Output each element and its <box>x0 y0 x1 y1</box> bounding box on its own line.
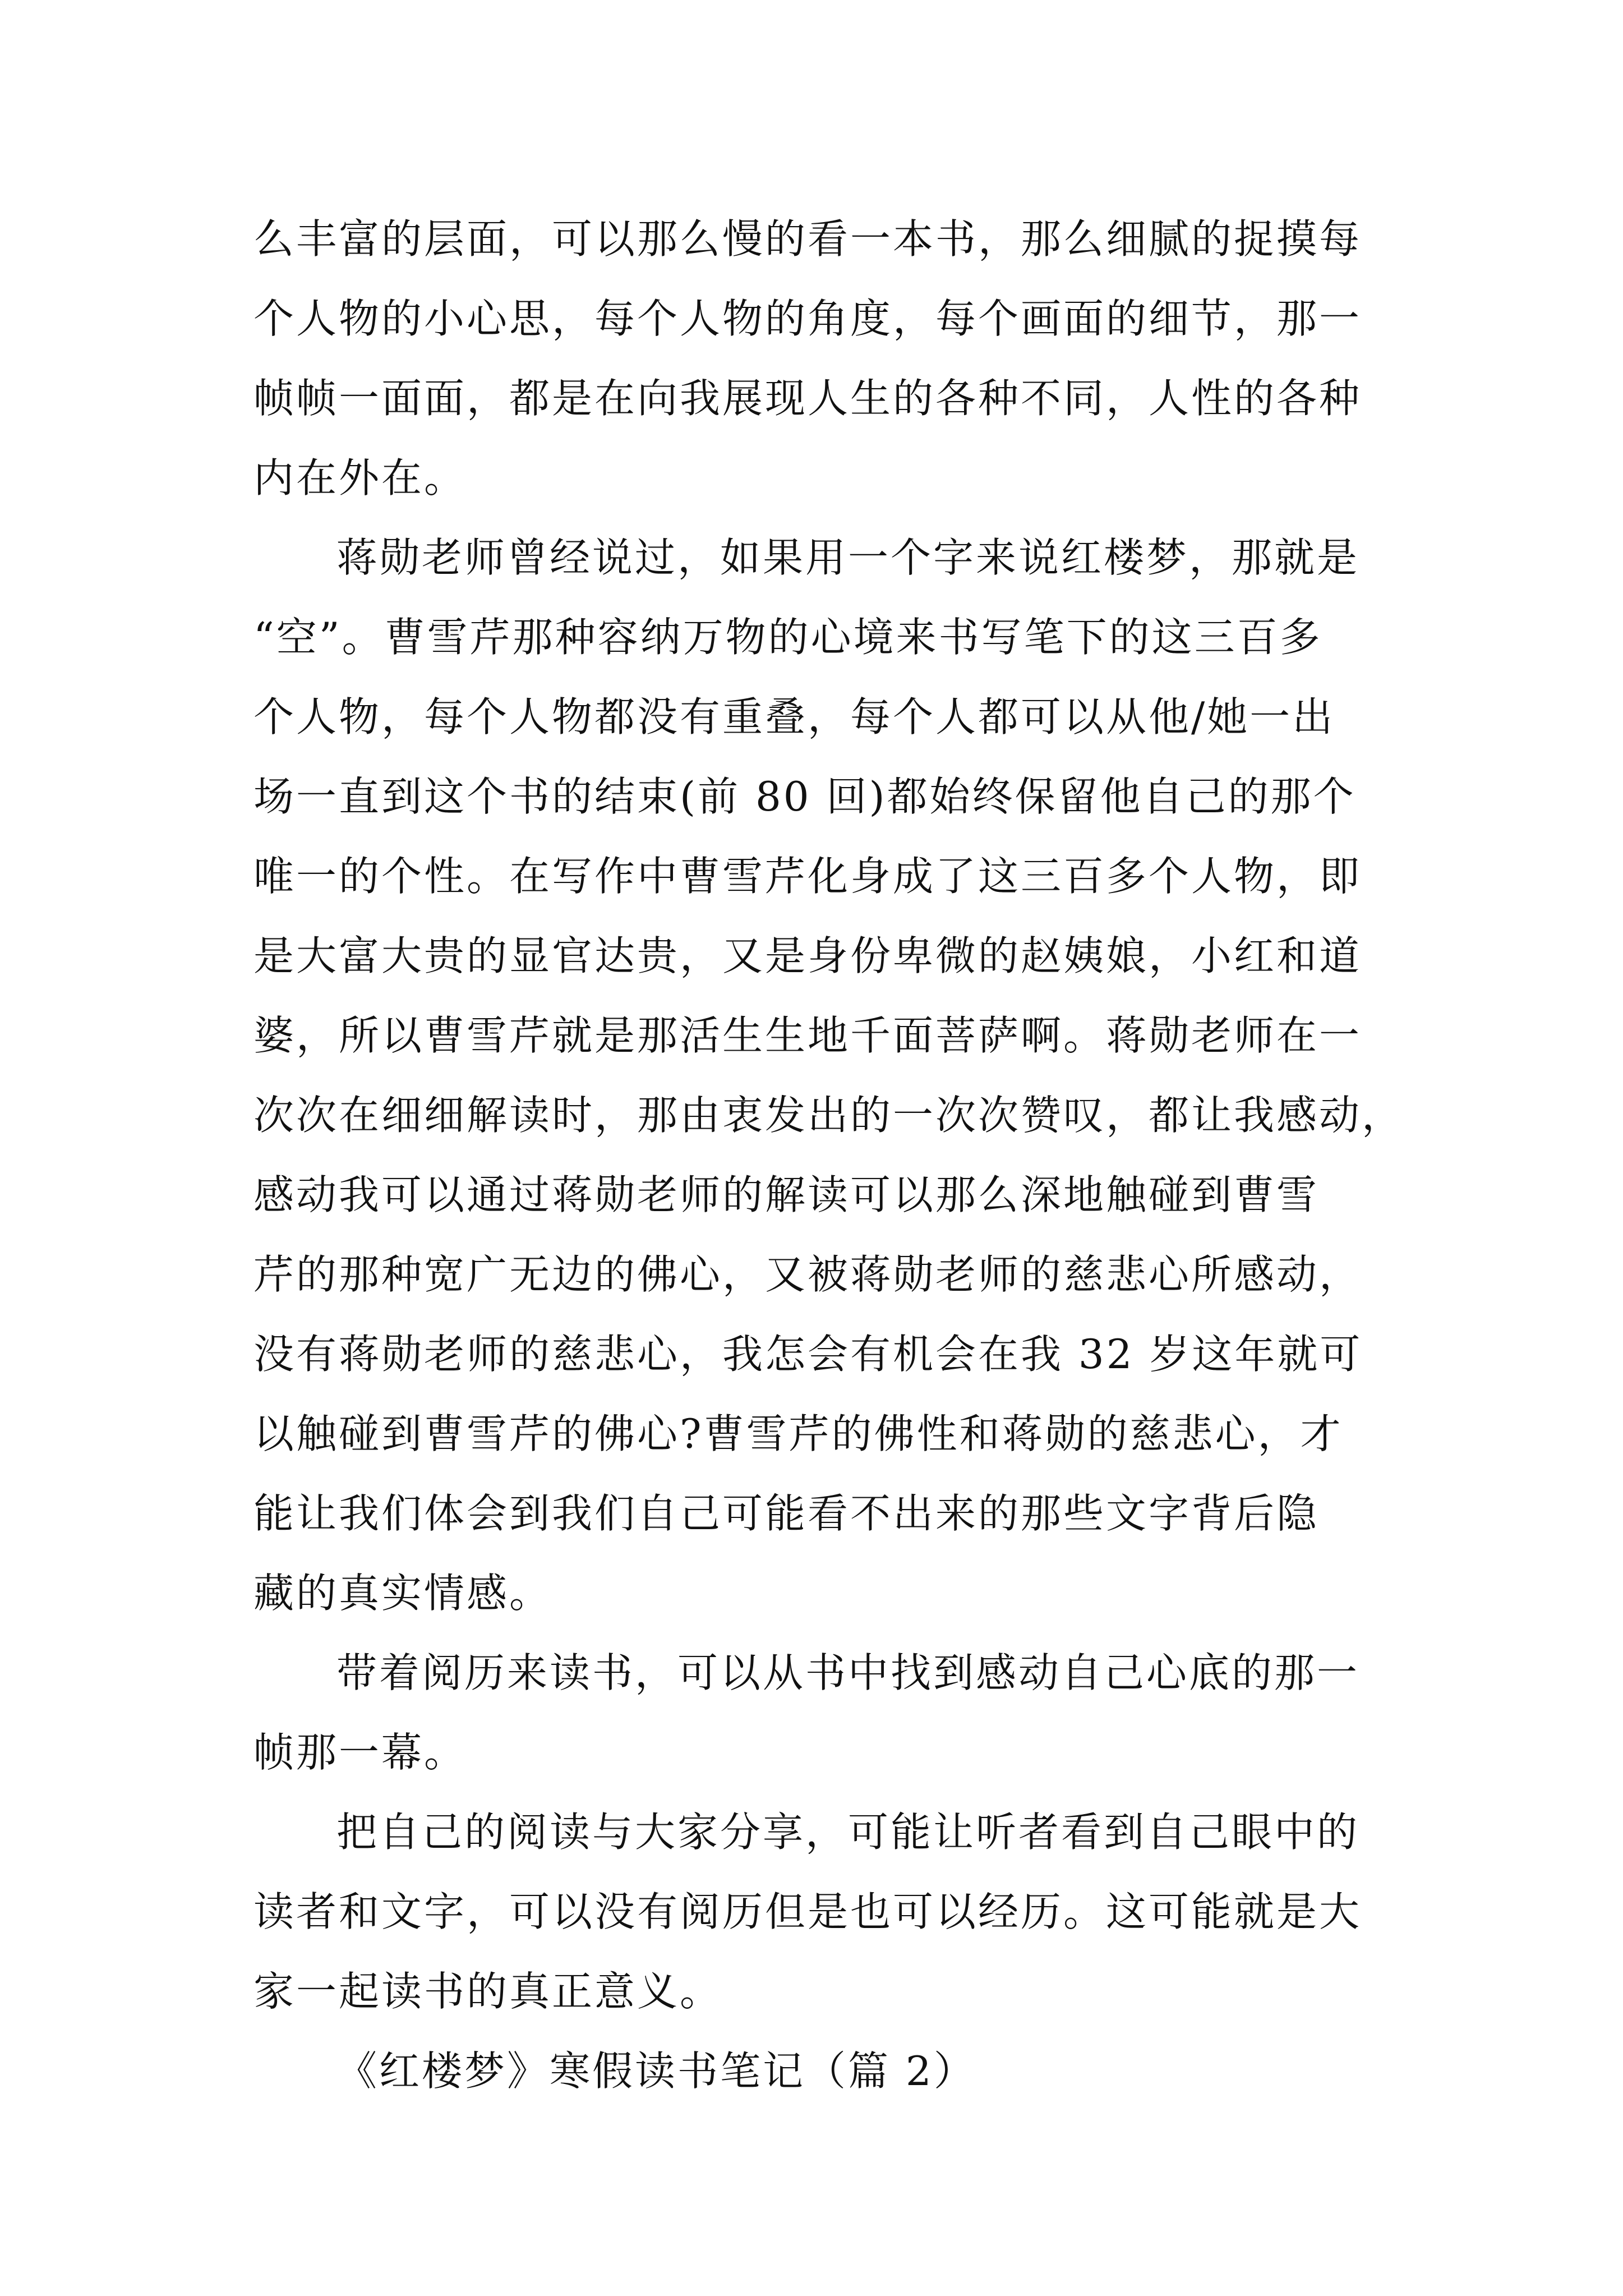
paragraph-1 <box>253 199 1392 518</box>
paragraph-2 <box>253 518 1405 1633</box>
text-line: “空”。曹雪芹那种容纳万物的心境来书写笔下的这三百多 <box>253 614 1322 661</box>
text-line: 是大富大贵的显官达贵，又是身份卑微的赵姨娘，小红和道 <box>253 932 1362 979</box>
document-body <box>253 199 1405 2111</box>
text-line: 场一直到这个书的结束(前 80 回)都始终保留他自己的那个 <box>253 773 1356 820</box>
text-line: 蒋勋老师曾经说过，如果用一个字来说红楼梦，那就是 <box>336 534 1360 581</box>
text-line: 家一起读书的真正意义。 <box>253 1968 723 2015</box>
text-line: 内在外在。 <box>253 454 467 501</box>
text-line: 芹的那种宽广无边的佛心，又被蒋勋老师的慈悲心所感动， <box>253 1251 1362 1298</box>
text-line: 次次在细细解读时，那由衷发出的一次次赞叹，都让我感动， <box>253 1092 1405 1139</box>
text-line: 把自己的阅读与大家分享，可能让听者看到自己眼中的 <box>336 1809 1360 1856</box>
text-line: 么丰富的层面，可以那么慢的看一本书，那么细腻的捉摸每 <box>253 215 1362 263</box>
text-line: 能让我们体会到我们自己可能看不出来的那些文字背后隐 <box>253 1490 1320 1537</box>
paragraph-4 <box>253 1792 1392 2031</box>
text-line: 个人物，每个人物都没有重叠，每个人都可以从他/她一出 <box>253 693 1335 740</box>
paragraph-3 <box>253 1633 1392 1792</box>
text-line: 带着阅历来读书，可以从书中找到感动自己心底的那一 <box>336 1649 1360 1696</box>
text-line: 感动我可以通过蒋勋老师的解读可以那么深地触碰到曹雪 <box>253 1171 1320 1218</box>
text-line: 唯一的个性。在写作中曹雪芹化身成了这三百多个人物，即 <box>253 853 1362 900</box>
text-line: 帧那一幕。 <box>253 1729 467 1776</box>
section-heading: 《红楼梦》寒假读书笔记（篇 2） <box>336 2047 976 2095</box>
text-line: 读者和文字，可以没有阅历但是也可以经历。这可能就是大 <box>253 1888 1362 1935</box>
text-line: 婆，所以曹雪芹就是那活生生地千面菩萨啊。蒋勋老师在一 <box>253 1012 1362 1059</box>
text-line: 没有蒋勋老师的慈悲心，我怎会有机会在我 32 岁这年就可 <box>253 1331 1363 1378</box>
text-line: 以触碰到曹雪芹的佛心?曹雪芹的佛性和蒋勋的慈悲心，才 <box>253 1410 1343 1457</box>
text-line: 个人物的小心思，每个人物的角度，每个画面的细节，那一 <box>253 295 1362 342</box>
text-line: 藏的真实情感。 <box>253 1570 552 1617</box>
text-line: 帧帧一面面，都是在向我展现人生的各种不同，人性的各种 <box>253 375 1362 422</box>
